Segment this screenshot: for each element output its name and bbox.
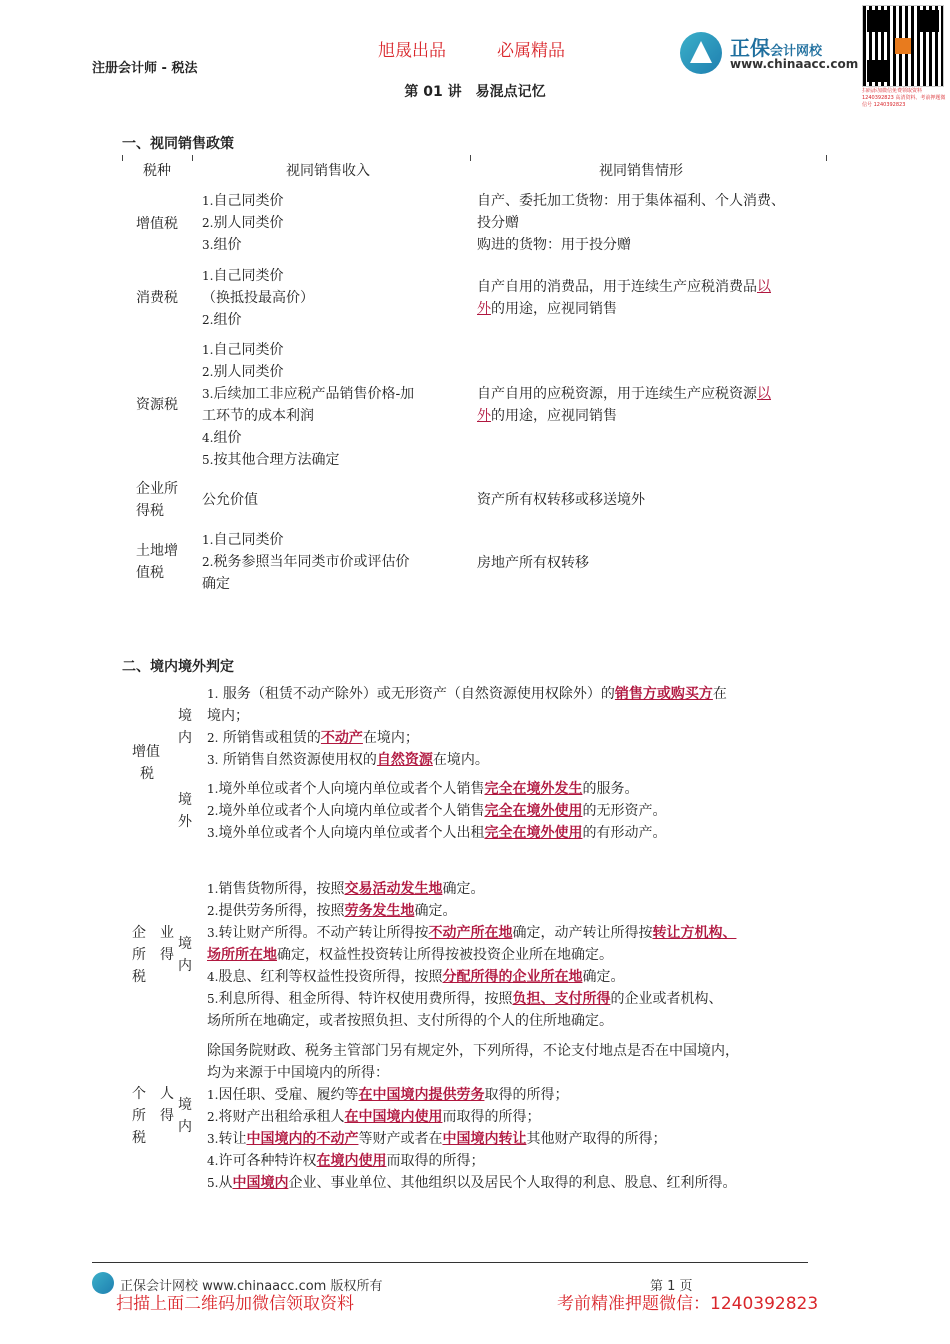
row-lat-tax: 土地增 值税 <box>136 543 178 581</box>
logo-url: www.chinaacc.com <box>730 57 859 71</box>
logo-name: 正保 <box>730 36 770 60</box>
footer-page: 第 1 页 <box>650 1279 693 1294</box>
row-vat-income: 1.自己同类价 2.别人同类价 3.组价 <box>202 193 284 253</box>
row-consumption-tax: 消费税 <box>136 290 178 306</box>
vat-domestic-list: 1. 服务（租赁不动产除外）或无形资产（自然资源使用权除外）的销售方或购买方在 境内； 2. 所销售或租赁的不动产在境内； 3. 所销售自然资源使用权的自然资源在境内。 <box>207 686 727 768</box>
row-vat-case: 自产、委托加工货物：用于集体福利、个人消费、 投分赠 购进的货物：用于投分赠 <box>477 193 785 253</box>
iit-list: 除国务院财政、税务主管部门另有规定外，下列所得，不论支付地点是否在中国境内， 均为来源于中国境内的所得： 1.因任职、受雇、履约等在中国境内提供劳务取得的所得； 2.将财产出租给承租人在中国境内使用而取得的所得； 3.转让中国境内的不动产等财产或者在中国境内转让其他财产取得的所得； 4.许可各种特许权在境内使用而取得的所得； 5.从中国境内企业、事业单位、其他组织以及居民个人取得的利息、股息、红利所得。 <box>207 1043 739 1191</box>
section1-title: 一、视同销售政策 <box>122 136 234 152</box>
row-resource-case: 自产自用的应税资源，用于连续生产应税资源以 外的用途，应视同销售 <box>477 386 771 424</box>
row-lat-case: 房地产所有权转移 <box>477 555 589 571</box>
vat-foreign-list: 1.境外单位或者个人向境内单位或者个人销售完全在境外发生的服务。 2.境外单位或者个人向境内单位或者个人销售完全在境外使用的无形资产。 3.境外单位或者个人向境内单位或者个人出租完全在境外使用的有形动产。 <box>207 781 667 841</box>
row-lat-income: 1.自己同类价 2.税务参照当年同类市价或评估价 确定 <box>202 532 410 592</box>
logo-suffix: 会计网校 <box>770 44 823 59</box>
vat-domestic-label: 境 内 <box>178 708 192 746</box>
vat-foreign-label: 境 外 <box>178 792 192 830</box>
slogan-left: 旭晟出品 <box>378 41 446 61</box>
iit-label: 个 人 所 得 税 <box>132 1086 174 1146</box>
promo-left: 扫描上面二维码加微信领取资料 <box>116 1294 354 1314</box>
row-resource-tax: 资源税 <box>136 397 178 413</box>
row-cit-case: 资产所有权转移或移送境外 <box>477 492 645 508</box>
promo-right: 考前精准押题微信：1240392823 <box>557 1294 819 1314</box>
row-vat-tax: 增值税 <box>136 216 178 232</box>
cit-scope-label: 境 内 <box>178 936 192 974</box>
row-cit-income: 公允价值 <box>202 492 258 508</box>
footer-divider <box>92 1262 808 1263</box>
vat-label: 增值 税 <box>132 744 160 782</box>
qr-note: 扫码添加微信免费领取资料 1240392823 高清资料、考前押题微信号 1240392823 <box>862 88 946 108</box>
row-consumption-case: 自产自用的消费品，用于连续生产应税消费品以 外的用途，应视同销售 <box>477 279 771 317</box>
iit-scope-label: 境 内 <box>178 1097 192 1135</box>
lecture-title: 第 01 讲 易混点记忆 <box>404 84 546 100</box>
brand-logo[interactable] <box>680 30 860 76</box>
row-resource-income: 1.自己同类价 2.别人同类价 3.后续加工非应税产品销售价格-加 工环节的成本利润 4.组价 5.按其他合理方法确定 <box>202 342 415 468</box>
cit-label: 企 业 所 得 税 <box>132 925 174 985</box>
row-cit-tax: 企业所 得税 <box>136 481 178 519</box>
cit-list: 1.销售货物所得，按照交易活动发生地确定。 2.提供劳务所得，按照劳务发生地确定。 3.转让财产所得。不动产转让所得按不动产所在地确定，动产转让所得按转让方机构、 场所所在地确定，权益性投资转让所得按被投资企业所在地确定。 4.股息、红利等权益性投资所得，按照分配所得的企业所在地确定。 5.利息所得、租金所得、特许权使用费所得，按照负担、支付所得的企业或者机构、 场所所在地确定，或者按照负担、支付所得的个人的住所地确定。 <box>207 881 737 1029</box>
section2-title: 二、境内境外判定 <box>122 659 234 675</box>
logo-icon <box>680 32 722 74</box>
header-case: 视同销售情形 <box>599 163 683 179</box>
footer-logo-icon <box>92 1272 114 1294</box>
header-tax: 税种 <box>143 163 171 179</box>
footer-copyright: 正保会计网校 www.chinaacc.com 版权所有 <box>120 1279 383 1294</box>
qr-code-icon <box>862 5 944 87</box>
course-title: 注册会计师 - 税法 <box>92 61 198 76</box>
row-consumption-income: 1.自己同类价 （换抵投最高价） 2.组价 <box>202 268 314 328</box>
slogan-right: 必属精品 <box>497 41 565 61</box>
header-income: 视同销售收入 <box>286 163 370 179</box>
